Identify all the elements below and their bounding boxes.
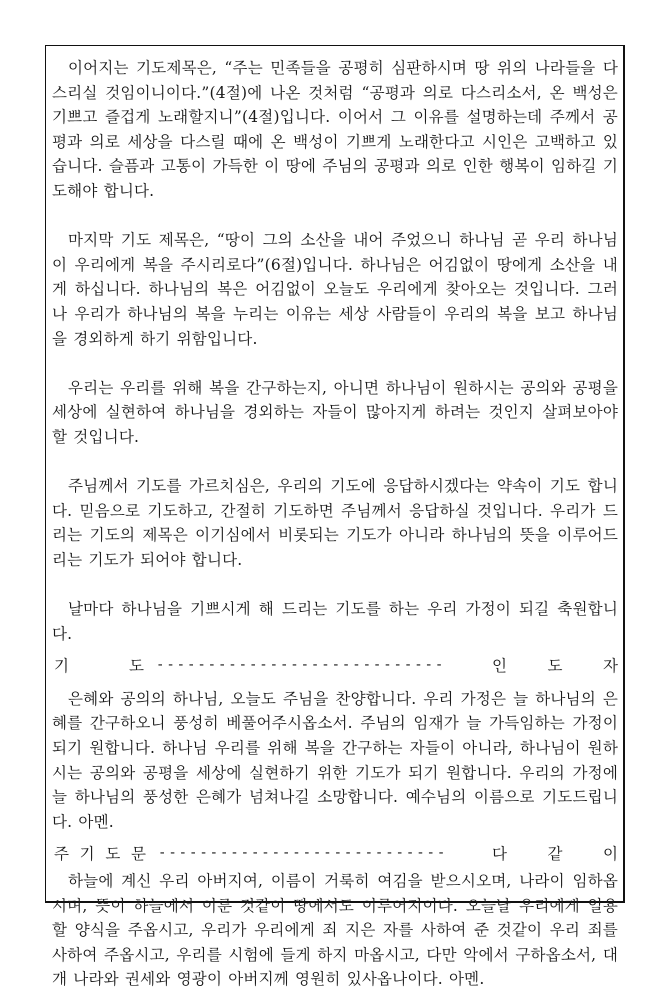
heading-dash-leader: ----------------------------: [158, 844, 448, 861]
paragraph-prayer-topic-justice: 이어지는 기도제목은, “주는 민족들을 공평히 심판하시며 땅 위의 나라들을 다스리실 것임이니이다.”(4절)에 나온 것처럼 “공평과 의로 다스리소서, 온 백성은 기쁘고 즐겁게 노래할지니”(4절)입니다. 이어서 그 이유를 설명하는데 주께서 공평과 의로 세상을 다스릴 때에 온 백성이 기쁘게 노래한다고 시인은 고백하고 있습니다. 슬픔과 고통이 가득한 이 땅에 주님의 공평과 의로 인한 행복이 임하길 기도해야 합니다.: [52, 59, 618, 200]
heading-dash-leader: ----------------------------: [156, 656, 446, 673]
lords-prayer-heading-title: 주 기 도 문: [54, 844, 146, 863]
document-content: [52, 56, 618, 992]
paragraph-prayer-topic-blessing: 마지막 기도 제목은, “땅이 그의 소산을 내어 주었으니 하나님 곧 우리 하나님이 우리에게 복을 주시리로다”(6절)입니다. 하나님은 어김없이 땅에게 소산을 내게 하십니다. 하나님의 복은 어김없이 오늘도 우리에게 찾아오는 것입니다. 그러나 우리가 하나님의 복을 누리는 이유는 세상 사람들이 우리의 복을 보고 하나님을 경외하게 하기 위함입니다.: [52, 231, 618, 348]
prayer-heading-leader-role: 인 도 자: [492, 656, 618, 675]
lords-prayer-text: 하늘에 계신 우리 아버지여, 이름이 거룩히 여김을 받으시오며, 나라이 임하옵시며, 뜻이 하늘에서 이룬 것같이 땅에서도 이루어지이다. 오늘날 우리에게 일용할 양식을 주옵시고, 우리가 우리에게 죄 지은 자를 사하여 준 것같이 우리 죄를 사하여 주옵시고, 우리를 시험에 들게 하지 마옵시고, 다만 악에서 구하옵소서, 대개 나라와 권세와 영광이 아버지께 영원히 있사옵나이다. 아멘.: [52, 872, 618, 989]
paragraph-reflection: 우리는 우리를 위해 복을 간구하는지, 아니면 하나님이 원하시는 공의와 공평을 세상에 실현하여 하나님을 경외하는 자들이 많아지게 하려는 것인지 살펴보아야 할 것입니다.: [52, 378, 618, 446]
prayer-heading-title: 기 도: [54, 656, 144, 675]
prayer-text: 은혜와 공의의 하나님, 오늘도 주님을 찬양합니다. 우리 가정은 늘 하나님의 은혜를 간구하오니 풍성히 베풀어주시옵소서. 주님의 임재가 늘 가득임하는 가정이 되기 원합니다. 하나님 우리를 위해 복을 간구하는 자들이 아니라, 하나님이 원하시는 공의와 공평을 세상에 실현하기 위한 기도가 되기 원합니다. 우리의 가정에 늘 하나님의 풍성한 은혜가 넘쳐나길 소망합니다. 예수님의 이름으로 기도드립니다. 아멘.: [52, 689, 618, 831]
paragraph-blessing-wish: 날마다 하나님을 기쁘시게 해 드리는 기도를 하는 우리 가정이 되길 축원합니다.: [52, 600, 618, 643]
prayer-heading: [52, 652, 618, 677]
paragraph-promise: 주님께서 기도를 가르치심은, 우리의 기도에 응답하시겠다는 약속이 기도 합니다. 믿음으로 기도하고, 간절히 기도하면 주님께서 응답하실 것입니다. 우리가 드리는 기도의 제목은 이기심에서 비롯되는 기도가 아니라 하나님의 뜻을 이루어드리는 기도가 되어야 합니다.: [52, 477, 618, 569]
lords-prayer-heading-all-together: 다 같 이: [492, 844, 618, 863]
lords-prayer-heading: [52, 840, 618, 865]
